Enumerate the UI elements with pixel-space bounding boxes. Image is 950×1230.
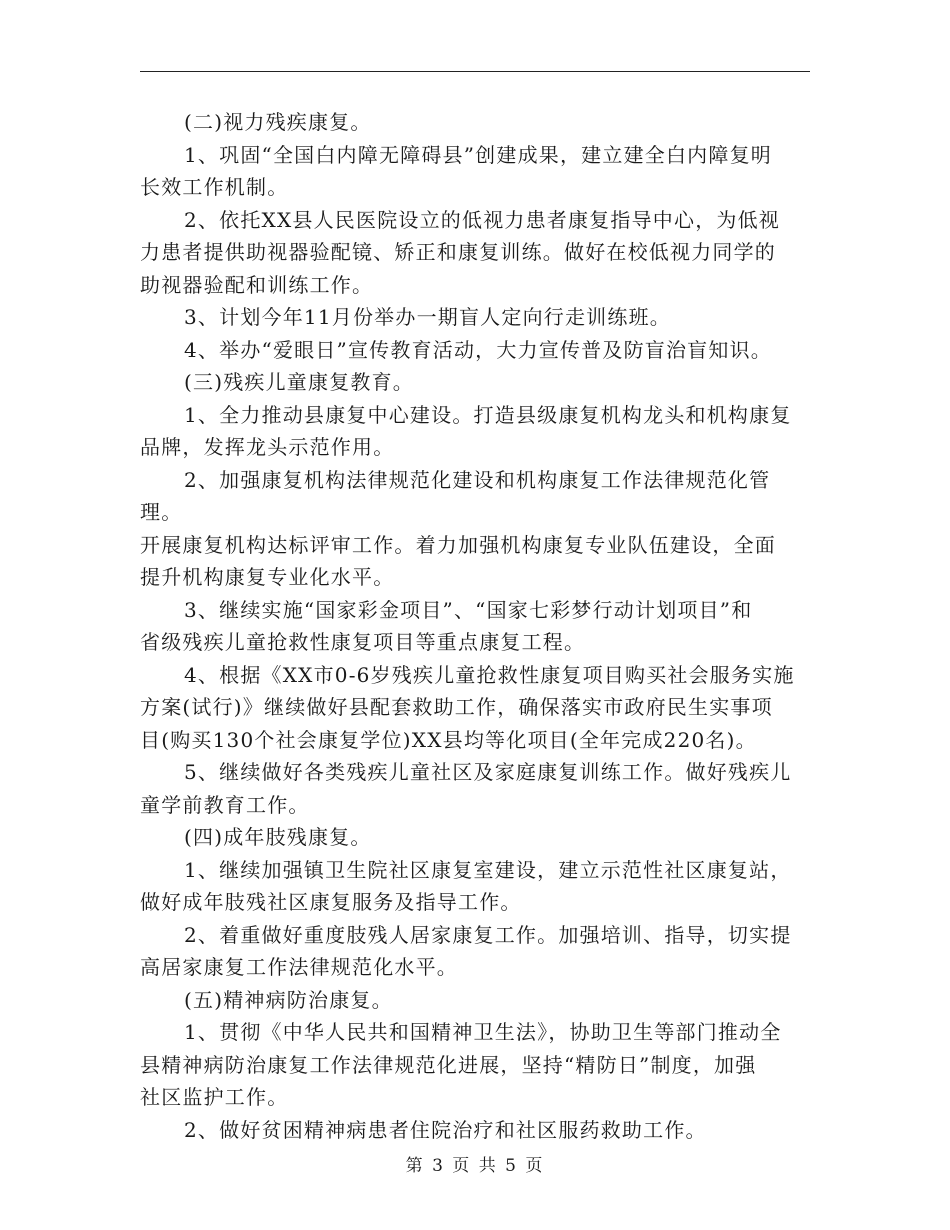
paragraph (140, 334, 810, 367)
paragraph-line: 提升机构康复专业化水平。 (140, 565, 395, 589)
paragraph-line: 3、继续实施“国家彩金项目”、“国家七彩梦行动计划项目”和 (184, 597, 753, 622)
paragraph-line: 1、贯彻《中华人民共和国精神卫生法》，协助卫生等部门推动全 (184, 1020, 782, 1044)
paragraph (140, 756, 810, 821)
page-number-footer: 第 3 页 共 5 页 (405, 1156, 545, 1176)
document-body (140, 106, 810, 1146)
paragraph (140, 399, 810, 464)
paragraph-line: 方案(试行)》继续做好县配套救助工作，确保落实市政府民生实事项 (140, 695, 773, 719)
paragraph-line: 5、继续做好各类残疾儿童社区及家庭康复训练工作。做好残疾儿 (184, 760, 792, 784)
header-divider (140, 71, 810, 72)
paragraph-line: 助视器验配和训练工作。 (140, 272, 374, 297)
paragraph-line: 童学前教育工作。 (140, 792, 310, 817)
paragraph-line: 2、依托XX县人民医院设立的低视力患者康复指导中心，为低视 (184, 207, 781, 232)
paragraph (140, 821, 810, 854)
paragraph (140, 139, 810, 204)
paragraph-line: 2、做好贫困精神病患者住院治疗和社区服药救助工作。 (184, 1117, 707, 1142)
paragraph-line: 目(购买130个社会康复学位)XX县均等化项目(全年完成220名)。 (140, 727, 757, 752)
paragraph-line: (四)成年肢残康复。 (184, 825, 372, 849)
paragraph-line: 1、全力推动县康复中心建设。打造县级康复机构龙头和机构康复 (184, 402, 792, 427)
paragraph-line: 2、加强康复机构法律规范化建设和机构康复工作法律规范化管理。 (140, 467, 771, 524)
paragraph (140, 204, 810, 302)
paragraph-line: 3、计划今年11月份举办一期盲人定向行走训练班。 (184, 305, 671, 329)
paragraph-line: 县精神病防治康复工作法律规范化进展，坚持“精防日”制度，加强 (140, 1052, 757, 1077)
paragraph-line: (五)精神病防治康复。 (184, 987, 393, 1012)
paragraph (140, 1114, 810, 1147)
paragraph-line: 1、巩固“全国白内障无障碍县”创建成果，建立建全白内障复明 (184, 142, 772, 167)
paragraph (140, 106, 810, 139)
paragraph-line: 高居家康复工作法律规范化水平。 (140, 955, 458, 979)
paragraph-line: 做好成年肢残社区康复服务及指导工作。 (140, 890, 522, 914)
paragraph (140, 659, 810, 757)
paragraph (140, 301, 810, 334)
paragraph-line: (二)视力残疾康复。 (184, 110, 372, 134)
paragraph-line: 省级残疾儿童抢救性康复项目等重点康复工程。 (140, 630, 586, 654)
paragraph (140, 1016, 810, 1114)
paragraph-line: 4、根据《XX市0-6岁残疾儿童抢救性康复项目购买社会服务实施 (184, 662, 795, 687)
paragraph-line: 品牌，发挥龙头示范作用。 (140, 435, 395, 459)
paragraph-line: 2、着重做好重度肢残人居家康复工作。加强培训、指导，切实提 (184, 922, 792, 947)
paragraph (140, 366, 810, 399)
paragraph-line: 4、举办“爱眼日”宣传教育活动，大力宣传普及防盲治盲知识。 (184, 337, 772, 362)
paragraph (140, 984, 810, 1017)
paragraph (140, 594, 810, 659)
paragraph-line: 1、继续加强镇卫生院社区康复室建设，建立示范性社区康复站， (184, 857, 792, 882)
paragraph-line: (三)残疾儿童康复教育。 (184, 370, 415, 394)
paragraph-line: 社区监护工作。 (140, 1085, 289, 1109)
paragraph-line: 开展康复机构达标评审工作。着力加强机构康复专业队伍建设，全面 (140, 532, 776, 557)
paragraph-line: 长效工作机制。 (140, 175, 289, 199)
paragraph-line: 力患者提供助视器验配镜、矫正和康复训练。做好在校低视力同学的 (140, 240, 776, 264)
paragraph (140, 854, 810, 919)
paragraph (140, 919, 810, 984)
paragraph (140, 464, 810, 594)
